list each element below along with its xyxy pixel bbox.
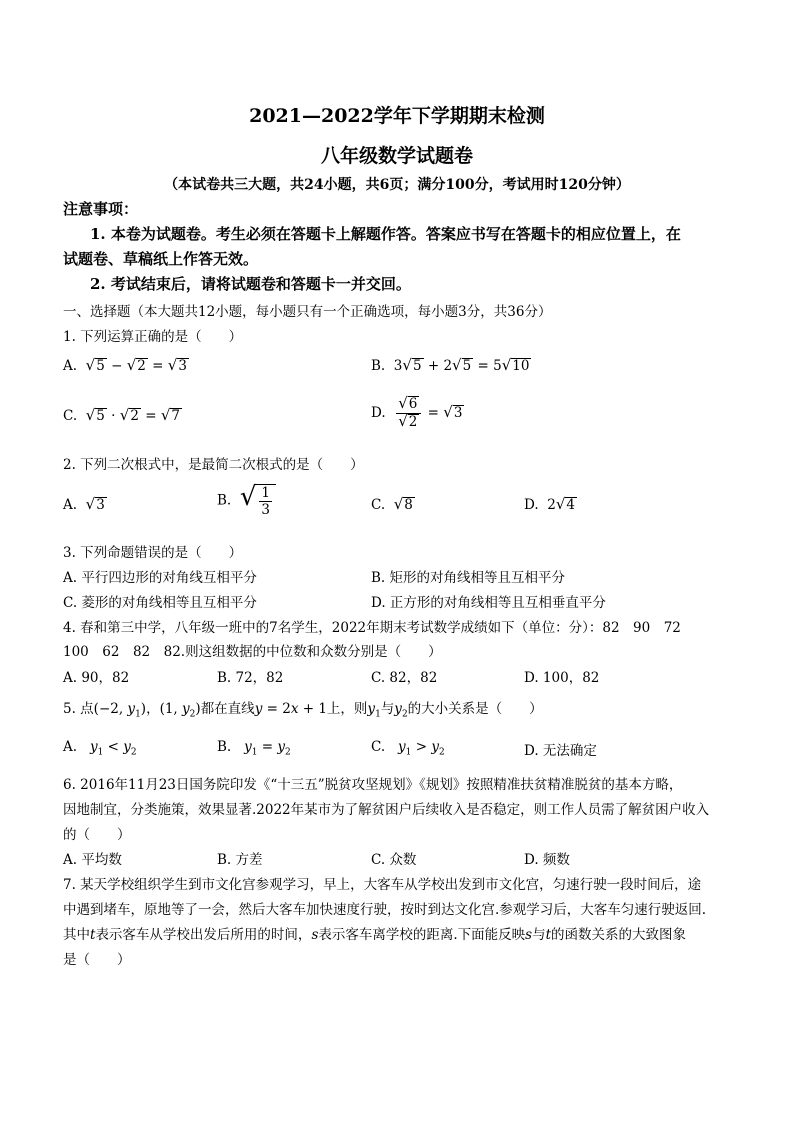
q7-text-c: 表示客车离学校的距离.下面能反映 <box>318 927 526 943</box>
q5-text-2: 上，则 <box>326 701 368 717</box>
q2-option-a: A. √ 3 <box>63 495 105 514</box>
q5-c-label: C. <box>371 739 386 755</box>
q7-text-e: 的函数关系的大致图象 <box>551 927 687 943</box>
q5-option-c: C. $y_1 > y_2$ <box>371 739 445 758</box>
q6-option-b: B. 方差 <box>217 852 263 868</box>
q2-option-c: C. √ 8 <box>371 495 413 514</box>
q6-option-d: D. 频数 <box>524 852 570 868</box>
q5-tail: 的大小关系是（ ） <box>407 701 543 717</box>
q2-b-label: B. <box>217 492 232 509</box>
q7-text-a: 其中 <box>63 927 90 943</box>
q1-option-b: B. 3 √ 5 + 2 √ 5 = 5 √ 10 <box>371 356 530 375</box>
q7-line-1: 7. 某天学校组织学生到市文化宫参观学习，早上，大客车从学校出发到市文化宫，匀速行驶一段时间后，途 <box>63 877 702 893</box>
q3-option-b: B. 矩形的对角线相等且互相平分 <box>371 570 566 586</box>
q6-option-c: C. 众数 <box>371 852 417 868</box>
q3-stem: 3. 下列命题错误的是（ ） <box>63 545 243 561</box>
q5-b-label: B. <box>217 739 232 755</box>
q4-line-2: 100 62 82 82.则这组数据的中位数和众数分别是（ ） <box>63 644 442 660</box>
exam-subtitle: 八年级数学试题卷 <box>320 145 473 167</box>
q7-text-b: 表示客车从学校出发后所用的时间， <box>95 927 312 943</box>
section-1-heading: 一、选择题（本大题共12小题，每小题只有一个正确选项，每小题3分，共36分） <box>63 304 552 320</box>
notice-heading: 注意事项： <box>63 200 139 218</box>
q1-b-label: B. <box>371 358 386 374</box>
q2-c-label: C. <box>371 497 386 513</box>
q4-option-c: C. 82，82 <box>371 670 438 686</box>
q5-option-b: B. $y_1 = y_2$ <box>217 739 291 758</box>
q4-option-a: A. 90，82 <box>63 670 130 686</box>
q2-d-label: D. <box>524 497 539 513</box>
q7-text-d: 与 <box>532 927 546 943</box>
q7-line-3: 其中t表示客车从学校出发后所用的时间，s表示客车离学校的距离.下面能反映s与t的函数关系的大致图象 <box>63 927 687 943</box>
exam-title: 2021—2022学年下学期期末检测 <box>249 105 545 127</box>
q1-c-label: C. <box>63 408 78 424</box>
q6-line-2: 因地制宜，分类施策，效果显著.2022年某市为了解贫困户后续收入是否稳定，则工作人员需了解贫困户收入 <box>63 802 710 818</box>
q1-a-label: A. <box>63 358 78 374</box>
q6-line-3: 的（ ） <box>63 827 131 843</box>
q3-option-c: C. 菱形的对角线相等且互相平分 <box>63 595 257 611</box>
q3-option-a: A. 平行四边形的对角线互相平分 <box>63 570 257 586</box>
q4-option-d: D. 100，82 <box>524 670 600 686</box>
q2-stem: 2. 下列二次根式中，是最简二次根式的是（ ） <box>63 457 364 473</box>
q1-option-d: D. √ 6 √ 2 = √ 3 <box>371 394 463 430</box>
q3-option-d: D. 正方形的对角线相等且互相垂直平分 <box>371 595 606 611</box>
q1-option-a: A. √ 5 − √ 2 = √ 3 <box>63 356 187 375</box>
notice-item-2: 2. 考试结束后，请将试题卷和答题卡一并交回。 <box>90 275 411 293</box>
q5-text-3: 与 <box>380 701 395 717</box>
q1-stem: 1. 下列运算正确的是（ ） <box>63 329 243 345</box>
q2-option-d: D. 2 √ 4 <box>524 495 575 514</box>
notice-item-1-line-2: 试题卷、草稿纸上作答无效。 <box>63 250 259 268</box>
q5-sep: ， <box>146 701 160 717</box>
q5-stem: 5. 点(−2, $y_1$)，(1, $y_2$)都在直线y = 2x + 1上，则$y_1$与$y_2$的大小关系是（ ） <box>63 701 543 720</box>
q2-a-label: A. <box>63 497 78 513</box>
q1-option-c: C. √ 5 · √ 2 = √ 7 <box>63 406 180 425</box>
notice-item-1-line-1: 1. 本卷为试题卷。考生必须在答题卡上解题作答。答案应书写在答题卡的相应位置上，在 <box>90 225 681 243</box>
q7-line-2: 中遇到堵车，原地等了一会，然后大客车加快速度行驶，按时到达文化宫.参观学习后，大客车匀速行驶返回. <box>63 902 707 918</box>
q6-line-1: 6. 2016年11月23日国务院印发《“十三五”脱贫攻坚规划》《规划》按照精准扶贫精准脱贫的基本方略， <box>63 777 683 793</box>
q4-line-1: 4. 春和第三中学，八年级一班中的7名学生，2022年期末考试数学成绩如下（单位：分）：82 90 72 <box>63 620 681 636</box>
q7-line-4: 是（ ） <box>63 952 131 968</box>
q2-option-b: B. √ $\frac{1}{3}$ <box>217 484 276 518</box>
q5-a-label: A. <box>63 739 78 755</box>
q6-option-a: A. 平均数 <box>63 852 122 868</box>
q1-d-label: D. <box>371 404 386 421</box>
q5-option-d: D. 无法确定 <box>524 743 597 759</box>
q5-num: 5. 点 <box>63 701 94 717</box>
q5-text-1: 都在直线 <box>200 701 255 717</box>
q5-option-a: A. $y_1 < y_2$ <box>63 739 137 758</box>
exam-info: （本试卷共三大题，共24小题，共6页；满分100分，考试用时120分钟） <box>164 177 630 193</box>
q4-option-b: B. 72，82 <box>217 670 284 686</box>
